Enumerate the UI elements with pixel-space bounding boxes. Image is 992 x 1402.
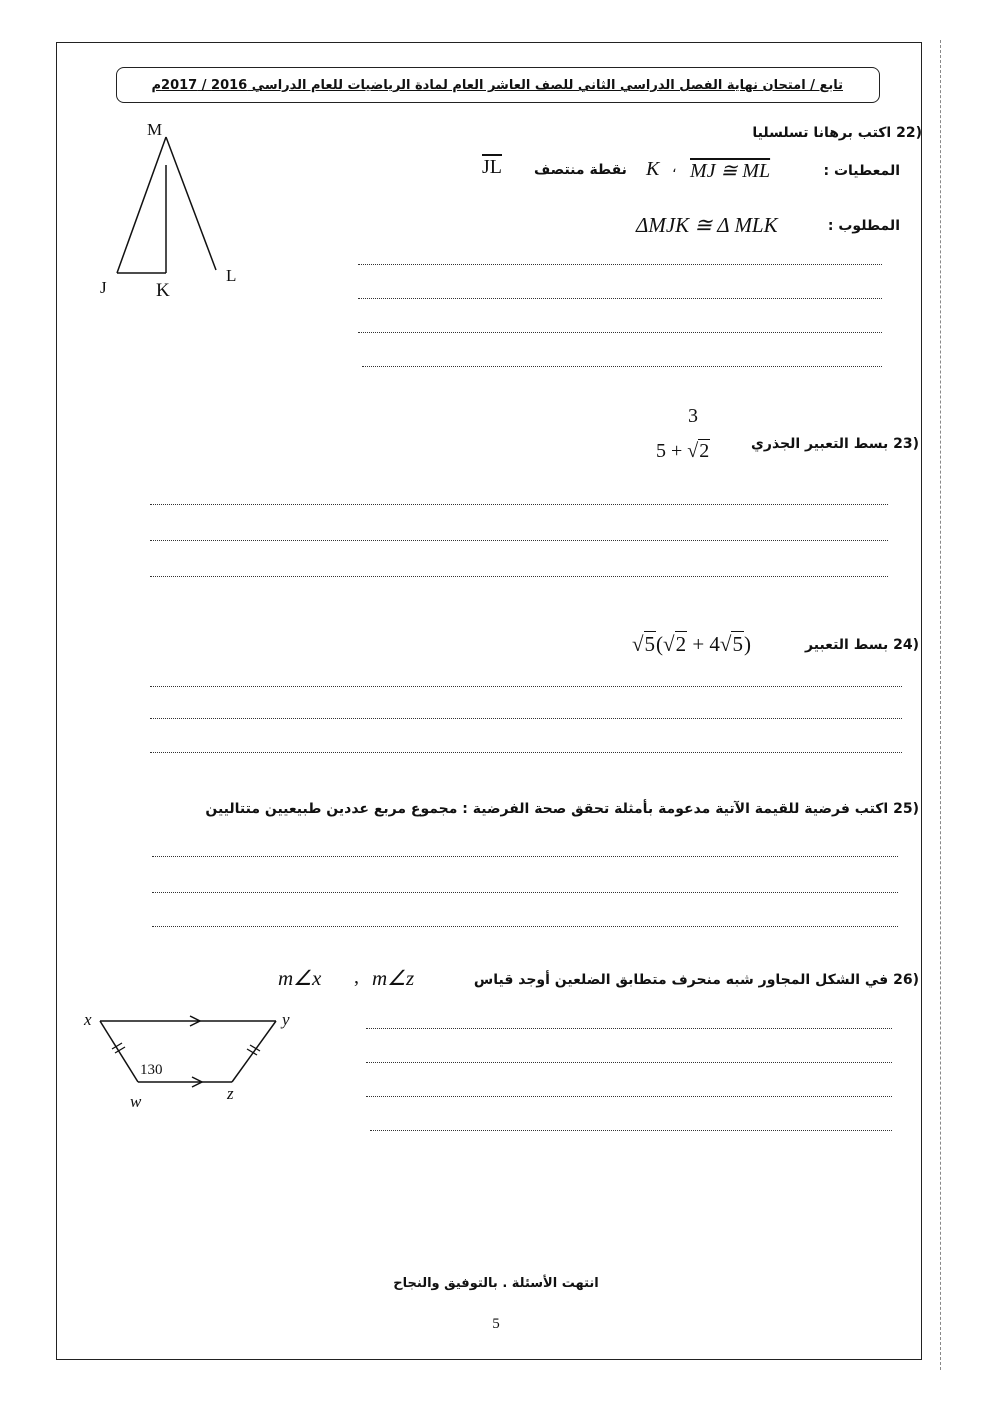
q24-outer-root: 5 — [644, 632, 656, 656]
answer-line[interactable] — [150, 752, 902, 753]
answer-line[interactable] — [362, 366, 882, 367]
answer-line[interactable] — [152, 856, 898, 857]
q23-numerator: 3 — [688, 405, 698, 427]
vertex-m-label: M — [147, 120, 163, 139]
vertex-w-label: w — [130, 1092, 142, 1111]
q25-prompt — [205, 801, 919, 817]
answer-line[interactable] — [150, 540, 888, 541]
side-mj — [117, 137, 166, 273]
side-xw — [100, 1021, 138, 1082]
vertex-z-label: z — [227, 1084, 234, 1103]
q23-prompt — [751, 436, 919, 452]
answer-line[interactable] — [152, 892, 898, 893]
answer-line[interactable] — [358, 264, 882, 265]
q24-plus: + — [692, 632, 705, 656]
q23-instruction: بسط التعبير الجذري — [751, 436, 889, 452]
q24-number: 24) — [893, 637, 919, 653]
q22-given-congruence — [690, 158, 770, 183]
header-title: تابع / امتحان نهاية الفصل الدراسي الثاني للصف العاشر العام لمادة الرياضيات للعام الدراسي 2016 / 2017م — [151, 78, 843, 93]
scan-edge-line — [940, 40, 941, 1370]
q25-instruction: اكتب فرضية للقيمة الآتية مدعومة بأمثلة تحقق صحة الفرضية : مجموع مربع عددين طبيعيين متتاليين — [205, 801, 889, 817]
answer-line[interactable] — [358, 332, 882, 333]
q22-required-label: المطلوب : — [827, 218, 900, 234]
q26-comma: , — [354, 966, 359, 988]
q26-prompt — [474, 972, 919, 988]
q26-angle-z: m∠z — [372, 966, 415, 990]
q22-given-segment: $\overline{JL}$ — [482, 156, 502, 178]
q24-coef: 4 — [709, 632, 720, 656]
header-box — [116, 67, 880, 103]
answer-line[interactable] — [150, 576, 888, 577]
q24-inner-root-b: 5 — [732, 632, 743, 656]
angle-130-label: 130 — [140, 1062, 163, 1078]
q26-trapezoid-figure — [80, 1005, 310, 1105]
q24-inner-root-a: 2 — [675, 632, 687, 656]
answer-line[interactable] — [366, 1096, 892, 1097]
q22-given-midpoint-text: نقطة منتصف — [534, 162, 627, 178]
q22-number: 22) — [896, 125, 922, 141]
answer-line[interactable] — [370, 1130, 892, 1131]
answer-line[interactable] — [150, 718, 902, 719]
vertex-y-label: y — [282, 1010, 290, 1029]
side-ml — [166, 137, 216, 270]
side-yz — [232, 1021, 276, 1082]
footer-text: انتهت الأسئلة . بالتوفيق والنجاح — [393, 1276, 599, 1291]
q26-number: 26) — [893, 972, 919, 988]
q26-instruction: في الشكل المجاور شبه منحرف متطابق الضلعين أوجد قياس — [473, 972, 889, 988]
q22-given-label: المعطيات : — [823, 163, 900, 179]
answer-line[interactable] — [358, 298, 882, 299]
q26-angle-x: m∠x — [278, 966, 322, 990]
q22-given-point: K — [646, 158, 660, 180]
q23-number: 23) — [893, 436, 919, 452]
q23-denominator-a: 5 + — [656, 440, 683, 462]
vertex-j-label: J — [100, 278, 107, 297]
q24-expression: √5(√2 + 4√5) — [632, 632, 751, 656]
mj-ml-congruence: MJ ≅ ML — [690, 160, 771, 182]
q22-prompt — [752, 125, 922, 141]
q23-denominator-root: 2 — [699, 440, 710, 462]
q22-given-sep: ، — [672, 160, 677, 176]
q25-number: 25) — [893, 801, 919, 817]
vertex-l-label: L — [226, 266, 237, 285]
answer-line[interactable] — [366, 1028, 892, 1029]
answer-line[interactable] — [150, 686, 902, 687]
vertex-k-label: K — [156, 280, 170, 301]
q24-prompt — [805, 637, 919, 653]
q23-denominator: 5 + √2 — [656, 440, 710, 462]
answer-line[interactable] — [150, 504, 888, 505]
answer-line[interactable] — [152, 926, 898, 927]
answer-line[interactable] — [366, 1062, 892, 1063]
q22-required-stmt: ΔMJK ≅ Δ MLK — [636, 213, 778, 237]
vertex-x-label: x — [84, 1010, 92, 1029]
page-number: 5 — [492, 1316, 500, 1332]
q24-instruction: بسط التعبير — [805, 637, 889, 653]
q22-instruction: اكتب برهانا تسلسليا — [752, 125, 892, 141]
